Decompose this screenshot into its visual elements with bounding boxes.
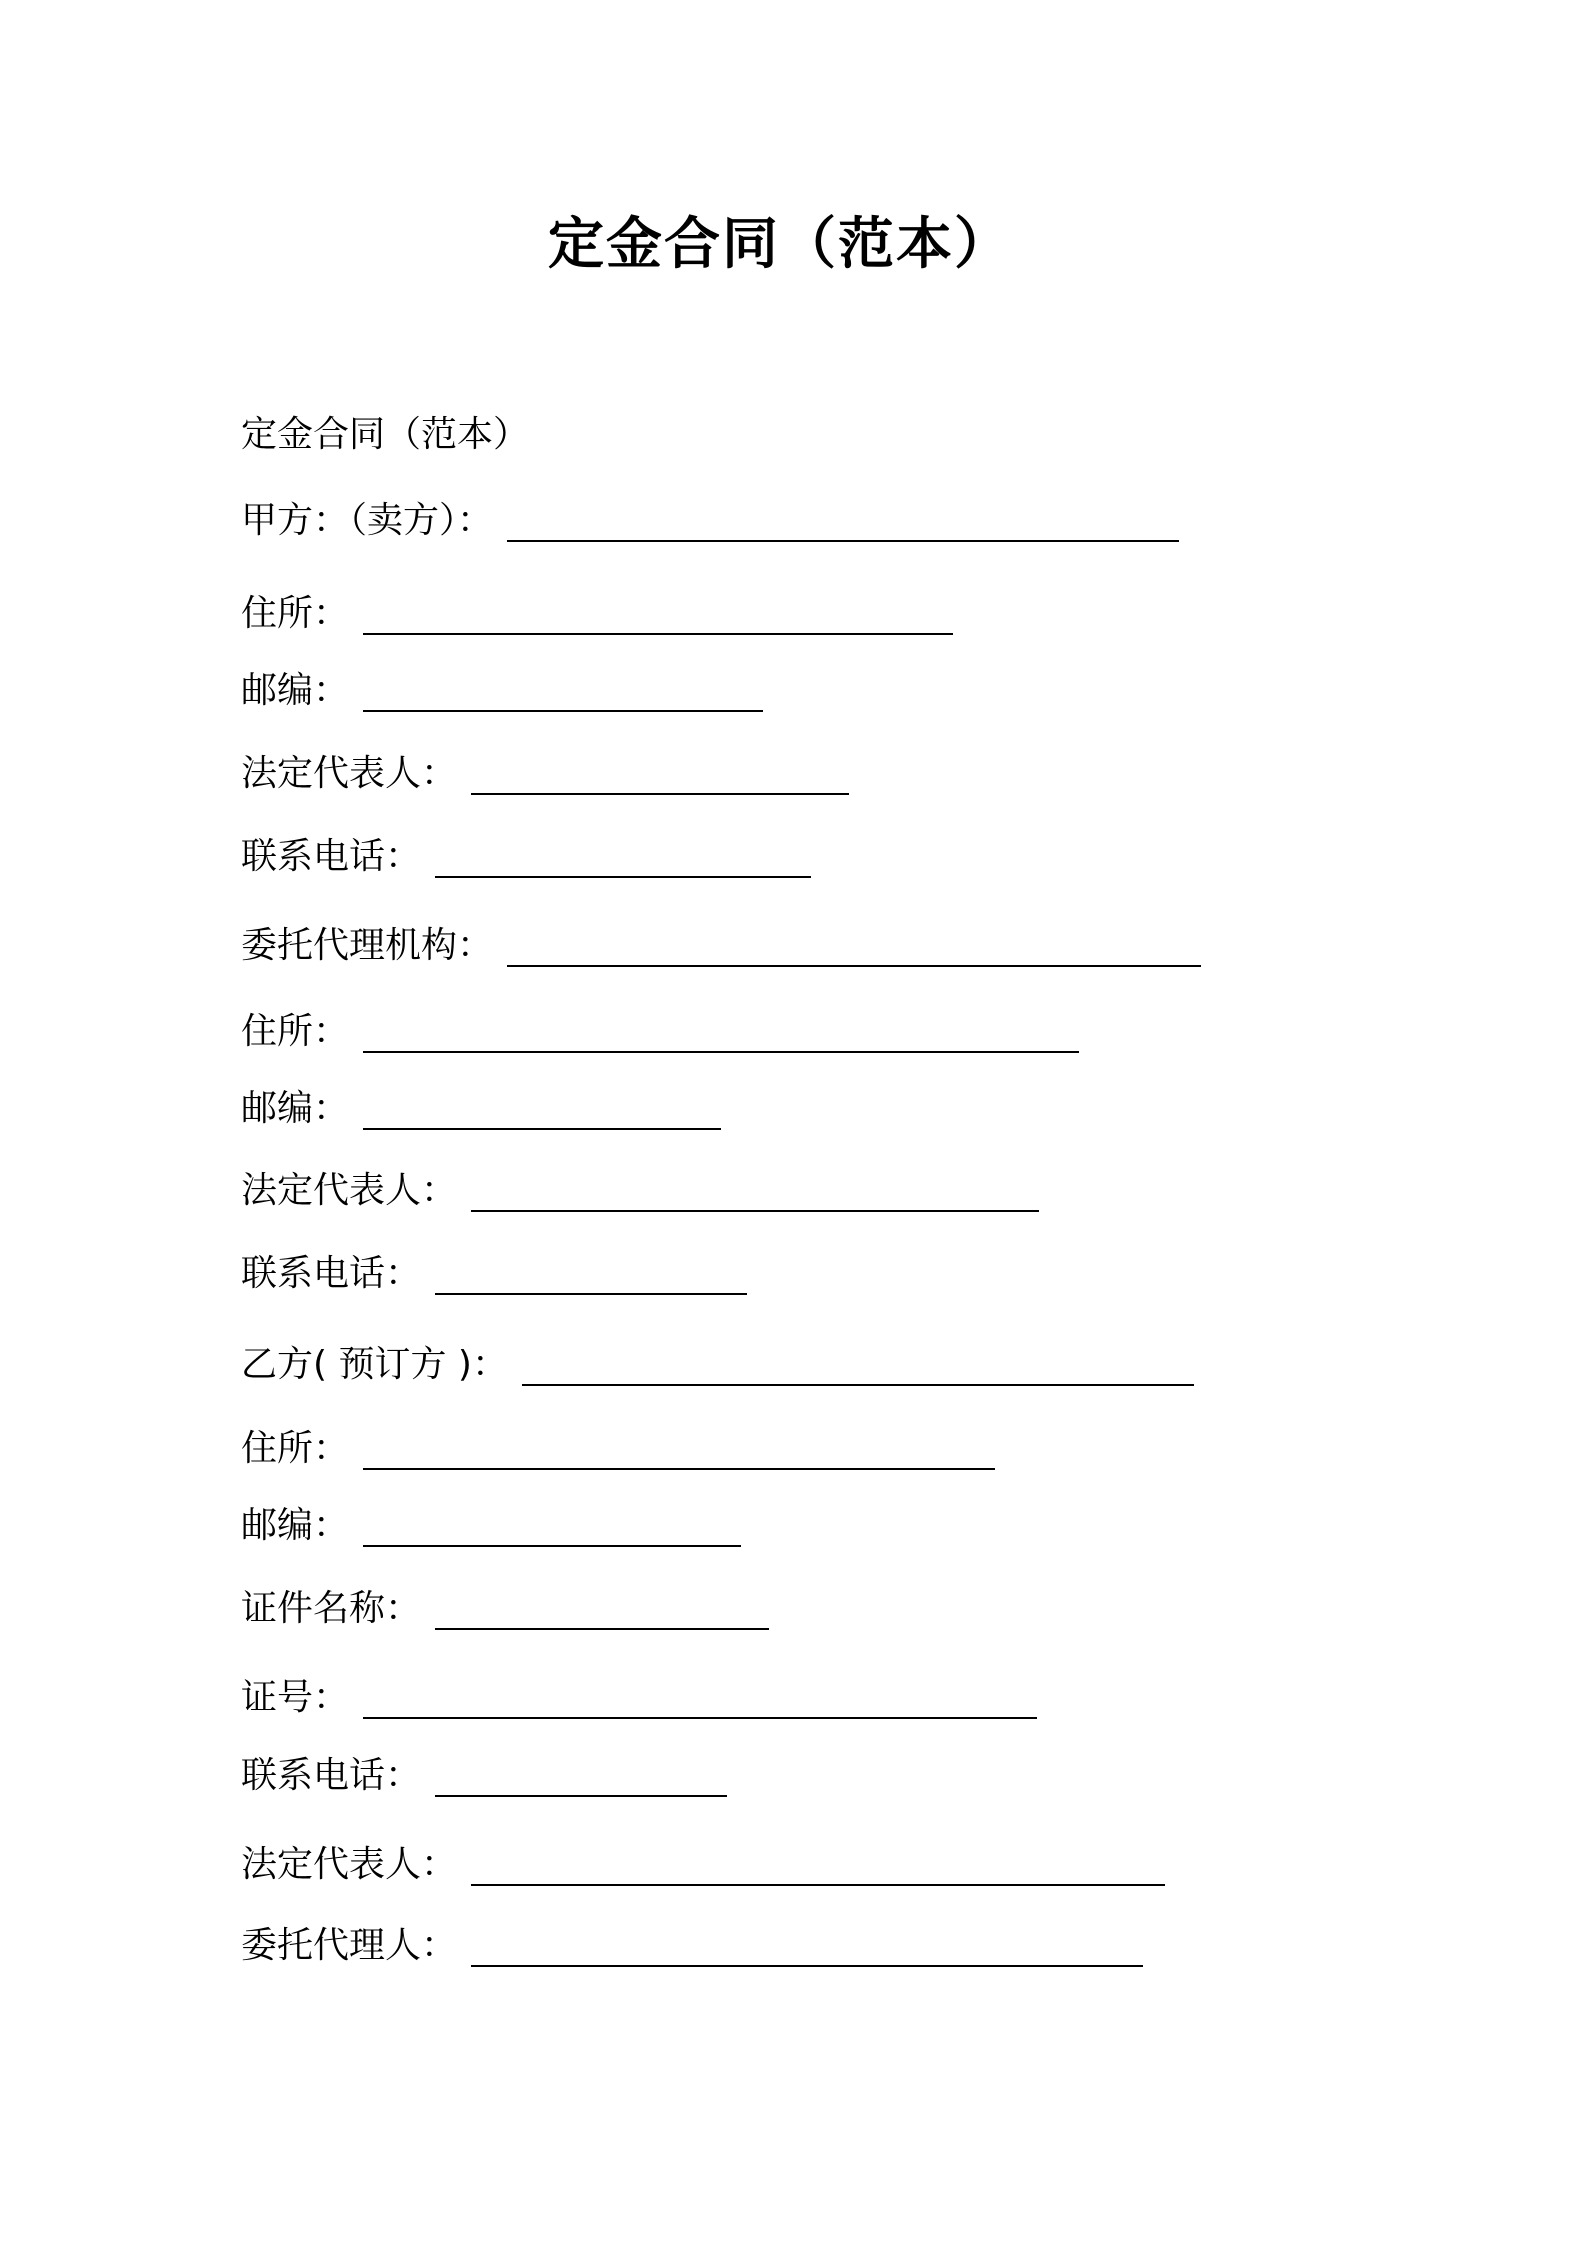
field-row bbox=[241, 490, 1179, 546]
field-row bbox=[241, 1418, 995, 1474]
field-row bbox=[241, 1001, 1079, 1057]
fill-in-blank[interactable] bbox=[471, 1921, 1143, 1967]
field-row bbox=[241, 1160, 1039, 1216]
field-label: 联系电话： bbox=[241, 1253, 422, 1294]
fill-in-blank[interactable] bbox=[435, 832, 811, 878]
field-row bbox=[241, 1834, 1165, 1890]
fill-in-blank[interactable] bbox=[363, 1007, 1079, 1053]
field-label: 住所： bbox=[241, 593, 350, 634]
field-label: 乙方( 预订方 )： bbox=[241, 1344, 508, 1385]
field-row bbox=[241, 915, 1201, 971]
fill-in-blank[interactable] bbox=[507, 496, 1179, 542]
fill-in-blank[interactable] bbox=[363, 1501, 741, 1547]
field-row bbox=[241, 1495, 741, 1551]
field-label: 邮编： bbox=[241, 1088, 350, 1129]
field-label: 邮编： bbox=[241, 670, 350, 711]
field-label: 法定代表人： bbox=[241, 1844, 458, 1885]
fill-in-blank[interactable] bbox=[363, 666, 763, 712]
fill-in-blank[interactable] bbox=[471, 1166, 1039, 1212]
field-row bbox=[241, 1243, 747, 1299]
field-label: 住所： bbox=[241, 1011, 350, 1052]
fill-in-blank[interactable] bbox=[435, 1249, 747, 1295]
field-row bbox=[241, 1745, 727, 1801]
field-label: 法定代表人： bbox=[241, 753, 458, 794]
field-label: 证件名称： bbox=[241, 1588, 422, 1629]
fill-in-blank[interactable] bbox=[363, 589, 953, 635]
field-row bbox=[241, 1667, 1037, 1723]
field-label: 法定代表人： bbox=[241, 1170, 458, 1211]
field-row bbox=[241, 1078, 721, 1134]
field-label: 邮编： bbox=[241, 1505, 350, 1546]
fill-in-blank[interactable] bbox=[522, 1340, 1194, 1386]
page-title: 定金合同（范本） bbox=[548, 212, 1012, 277]
field-label: 甲方：（卖方）： bbox=[241, 500, 494, 541]
fill-in-blank[interactable] bbox=[471, 1840, 1165, 1886]
field-label: 住所： bbox=[241, 1428, 350, 1469]
field-row bbox=[241, 1334, 1194, 1390]
field-row bbox=[241, 743, 849, 799]
fill-in-blank[interactable] bbox=[435, 1584, 769, 1630]
fill-in-blank[interactable] bbox=[363, 1084, 721, 1130]
field-row bbox=[241, 1578, 769, 1634]
field-row bbox=[241, 583, 953, 639]
field-row bbox=[241, 826, 811, 882]
fill-in-blank[interactable] bbox=[435, 1751, 727, 1797]
field-row bbox=[241, 660, 763, 716]
field-label: 联系电话： bbox=[241, 836, 422, 877]
fill-in-blank[interactable] bbox=[471, 749, 849, 795]
field-row bbox=[241, 1915, 1143, 1971]
field-label: 委托代理人： bbox=[241, 1925, 458, 1966]
document-subtitle: 定金合同（范本） bbox=[241, 414, 530, 455]
fill-in-blank[interactable] bbox=[363, 1424, 995, 1470]
fill-in-blank[interactable] bbox=[363, 1673, 1037, 1719]
field-label: 证号： bbox=[241, 1677, 350, 1718]
fill-in-blank[interactable] bbox=[507, 921, 1201, 967]
field-label: 委托代理机构： bbox=[241, 925, 494, 966]
field-label: 联系电话： bbox=[241, 1755, 422, 1796]
